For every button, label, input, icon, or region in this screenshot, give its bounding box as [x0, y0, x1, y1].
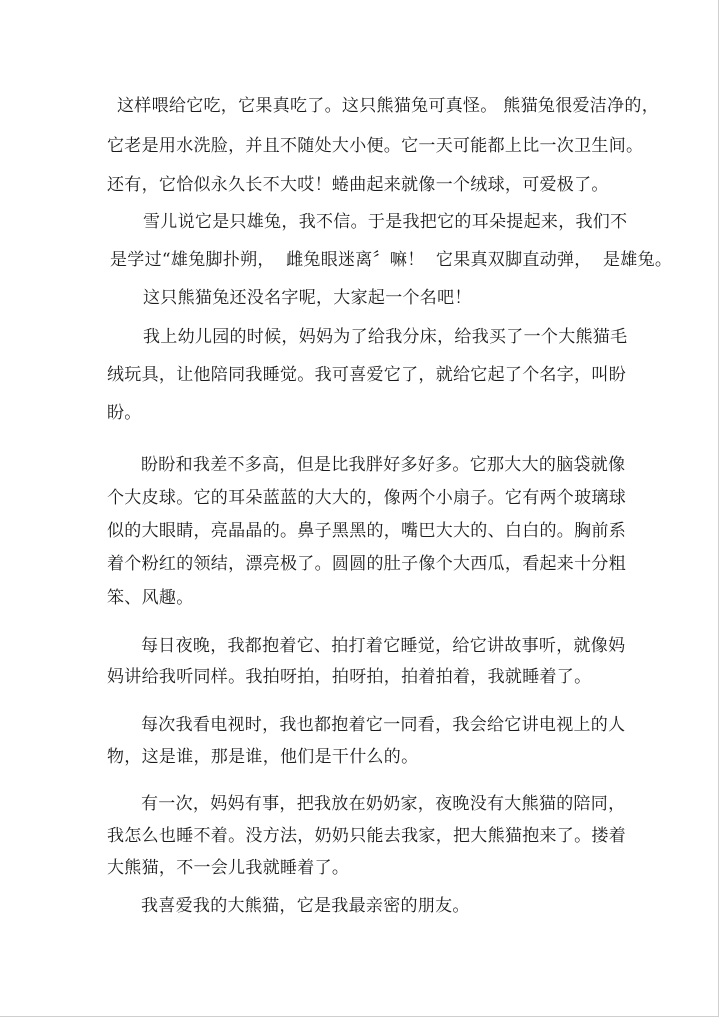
paragraph-5-line-2: 个大皮球。它的耳朵蓝蓝的大大的，像两个小扇子。它有两个玻璃球 [107, 488, 626, 508]
paragraph-1-line-3: 还有，它恰似永久长不大哎！蜷曲起来就像一个绒球，可爱极了。 [107, 175, 609, 195]
paragraph-5-line-4: 着个粉红的领结，漂亮极了。圆圆的肚子像个大西瓜，看起来十分粗 [107, 554, 626, 574]
paragraph-2-line-2: 是学过“雄兔脚扑朔， 雌兔眼迷离〞嘛！ 它果真双脚直动弹， 是雄兔。 [110, 250, 673, 270]
paragraph-6-line-1: 每日夜晚，我都抱着它、拍打着它睡觉，给它讲故事听，就像妈 [141, 636, 626, 656]
paragraph-1-line-2: 它老是用水洗脸，并且不随处大小便。它一天可能都上比一次卫生间。 [107, 136, 644, 156]
paragraph-7-line-1: 每次我看电视时，我也都抱着它一同看，我会给它讲电视上的人 [141, 715, 626, 735]
paragraph-5-line-1: 盼盼和我差不多高，但是比我胖好多好多。它那大大的脑袋就像 [141, 455, 626, 475]
paragraph-9-line-1: 我喜爱我的大熊猫，它是我最亲密的朋友。 [141, 896, 470, 916]
paragraph-8-line-3: 大熊猫，不一会儿我就睡着了。 [107, 858, 350, 878]
paragraph-2-line-1: 雪儿说它是只雄兔，我不信。于是我把它的耳朵提起来，我们不 [143, 212, 628, 232]
paragraph-1-line-1: 这样喂给它吃，它果真吃了。这只熊猫兔可真怪。 熊猫兔很爱洁净的， [117, 96, 660, 116]
paragraph-3-line-1: 这只熊猫兔还没名字呢，大家起一个名吧！ [143, 288, 472, 308]
paragraph-5-line-3: 似的大眼睛，亮晶晶的。鼻子黑黑的，嘴巴大大的、白白的。胸前系 [107, 521, 626, 541]
paragraph-8-line-2: 我怎么也睡不着。没方法，奶奶只能去我家，把大熊猫抱来了。搂着 [107, 826, 626, 846]
paragraph-7-line-2: 物，这是谁，那是谁，他们是干什么的。 [107, 747, 419, 767]
paragraph-4-line-2: 绒玩具，让他陪同我睡觉。我可喜爱它了，就给它起了个名字，叫盼 [107, 365, 626, 385]
paragraph-5-line-5: 笨、风趣。 [107, 588, 194, 608]
paragraph-4-line-1: 我上幼儿园的时候，妈妈为了给我分床，给我买了一个大熊猫毛 [143, 327, 628, 347]
paragraph-8-line-1: 有一次，妈妈有事，把我放在奶奶家，夜晚没有大熊猫的陪同， [141, 794, 626, 814]
paragraph-4-line-3: 盼。 [107, 403, 142, 423]
paragraph-6-line-2: 妈讲给我听同样。我拍呀拍，拍呀拍，拍着拍着，我就睡着了。 [107, 667, 592, 687]
